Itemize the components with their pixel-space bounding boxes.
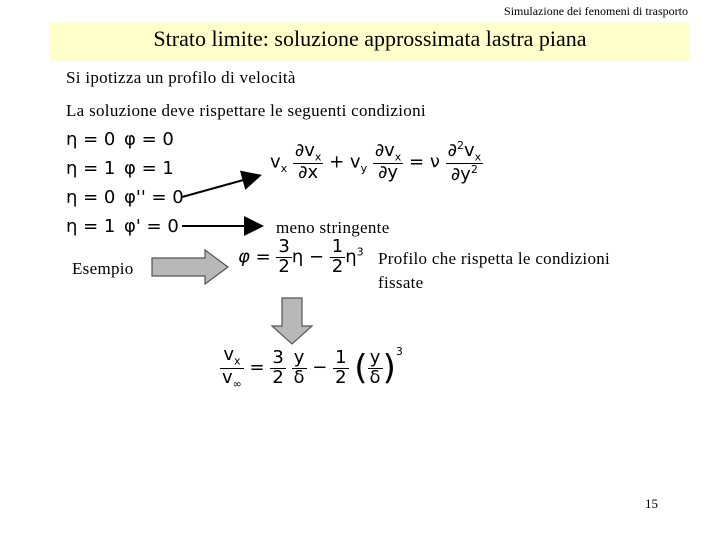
profile-note-line-2: fissate: [378, 273, 424, 292]
condition-eta: η = 1: [66, 216, 116, 237]
esempio-block-arrow: [152, 250, 228, 284]
condition-phi: φ' = 0: [124, 216, 179, 237]
slide-title: Strato limite: soluzione approssimata lastra piana: [153, 26, 587, 51]
condition-eta: η = 0: [66, 129, 116, 150]
profile-note-line-1: Profilo che rispetta le condizioni: [378, 249, 611, 268]
body-line-2: La soluzione deve rispettare le seguenti condizioni: [66, 101, 426, 120]
esempio-label: Esempio: [72, 259, 134, 278]
condition-phi: φ'' = 0: [124, 187, 184, 208]
velocity-profile-equation: $\frac{v_x}{v_\infty}$ = $\frac{3}{2}$ $\frac{y}{\delta}$ − $\frac{1}{2}$ ( $\frac{y}{\delta}$ )$^3$: [222, 344, 403, 391]
condition-phi: φ = 0: [124, 129, 174, 150]
condition-eta: η = 1: [66, 158, 116, 179]
phi-profile-equation: φ = $\frac{3}{2}$ η − $\frac{1}{2}$ $\eta^3$: [238, 236, 364, 277]
header-note: Simulazione dei fenomeni di trasporto: [504, 4, 688, 18]
body-line-1: Si ipotizza un profilo di velocità: [66, 68, 296, 87]
page-number: 15: [645, 496, 658, 511]
momentum-equation: $v_x$ $\frac{\partial v_x}{\partial x}$ + $v_y$ $\frac{\partial v_x}{\partial y}$ = ν $\frac{\partial^2v_x}{\partial y^2}$: [270, 139, 482, 186]
meno-stringente-label: meno stringente: [276, 218, 390, 237]
condition-eta: η = 0: [66, 187, 116, 208]
arrow-to-equation: [182, 176, 258, 197]
down-block-arrow: [272, 298, 312, 344]
condition-phi: φ = 1: [124, 158, 174, 179]
